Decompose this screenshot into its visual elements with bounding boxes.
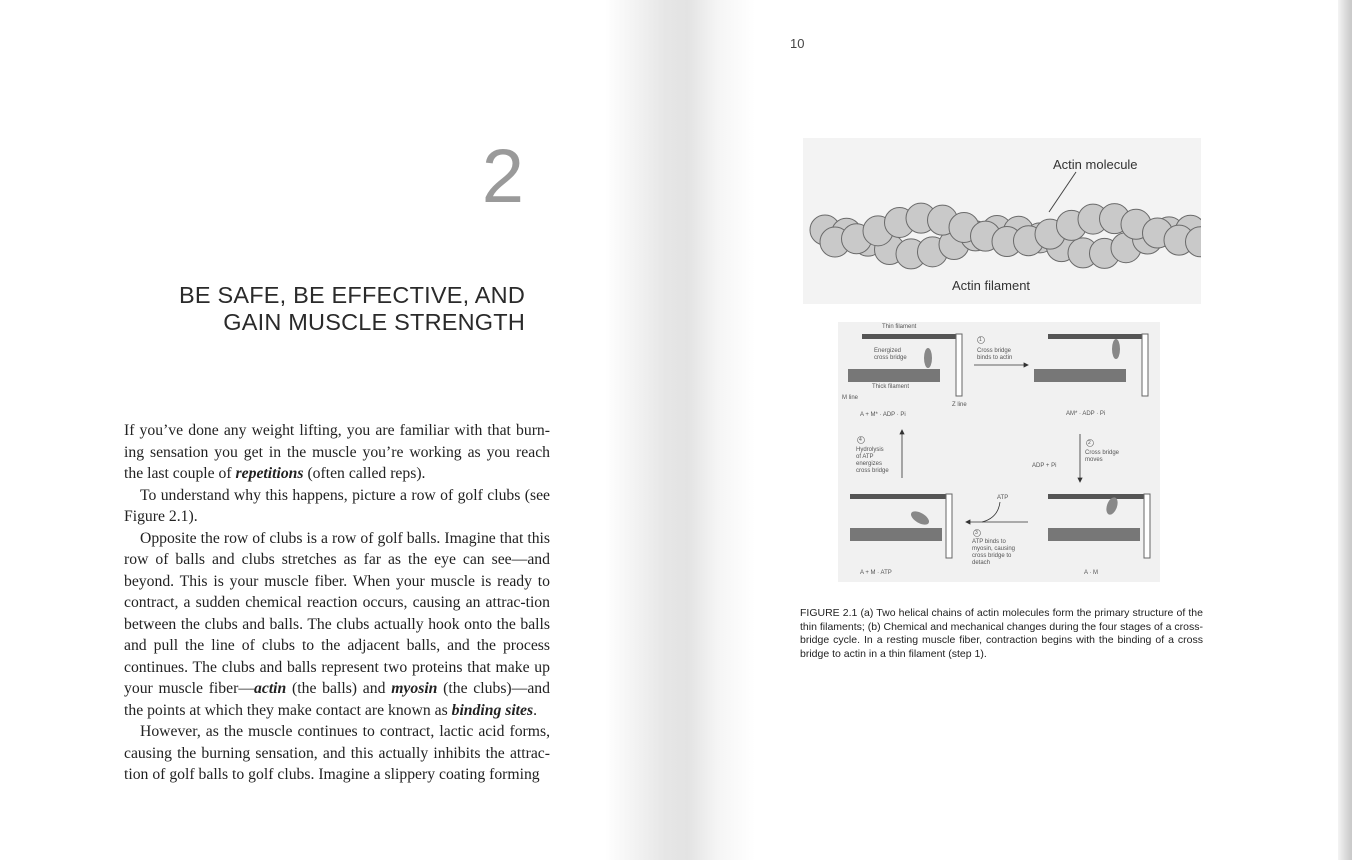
- paragraph-3-text-a: Opposite the row of clubs is a row of golf balls. Imagine that this row of balls and clubs stretches as far as the eye can see—and beyond. This is your muscle fiber. When your muscle is ready to contract, a sudden chemical reaction occurs, causing an attrac-tion between the clubs and balls. The clubs actually hook onto the balls and pull the line of clubs to the adjacent balls, and the process continues. The clubs and balls represent two proteins that make up your muscle fiber—: [124, 529, 550, 697]
- term-binding-sites: binding sites: [451, 701, 534, 719]
- formula-top-left: A + M* · ADP · Pi: [860, 412, 906, 418]
- actin-filament-label: Actin filament: [952, 278, 1031, 293]
- formula-bottom-left: A + M · ATP: [860, 570, 892, 576]
- step-3-text-b: myosin, causing: [972, 546, 1016, 552]
- adp-pi-label: ADP + Pi: [1032, 463, 1057, 469]
- step-4-number: 4: [859, 437, 862, 443]
- step-2-text-b: moves: [1085, 457, 1103, 463]
- z-line-label: Z line: [952, 402, 967, 408]
- page-number: 10: [790, 36, 805, 51]
- paragraph-3-text-b: (the balls) and: [286, 680, 392, 697]
- step-3-text-c: cross bridge to: [972, 553, 1012, 559]
- chapter-number: 2: [481, 134, 524, 219]
- energized-label-1: Energized: [874, 348, 902, 354]
- body-text: [124, 420, 550, 786]
- figure-cross-bridge-cycle: [838, 322, 1160, 582]
- paragraph-1-text-a: If you’ve done any weight lifting, you are familiar with that burn-ing sensation you get in the muscle you’re working as you reach the last couple of: [124, 422, 550, 482]
- energized-label-2: cross bridge: [874, 355, 907, 361]
- cycle-arrows: [900, 363, 1082, 524]
- figure-actin-filament: [803, 138, 1201, 304]
- term-repetitions: repetitions: [235, 465, 304, 482]
- step-2-text-a: Cross bridge: [1085, 450, 1120, 456]
- atp-arrow: [982, 502, 1000, 522]
- step-4-text-c: energizes: [856, 461, 883, 467]
- thick-filament-label: Thick filament: [872, 384, 910, 390]
- page-edge: [1338, 0, 1352, 860]
- step-3-number: 3: [975, 530, 978, 536]
- step-2-number: 2: [1088, 440, 1091, 446]
- step-3-text-a: ATP binds to: [972, 539, 1006, 545]
- panel-detach-right: [1048, 494, 1150, 558]
- step-4-text-a: Hydrolysis: [856, 447, 884, 453]
- paragraph-3: [124, 528, 550, 722]
- chapter-title-line-1: BE SAFE, BE EFFECTIVE, AND: [178, 282, 525, 308]
- term-actin: actin: [254, 680, 287, 697]
- step-1-number: 1: [979, 337, 982, 343]
- panel-binding: [1034, 334, 1148, 396]
- m-line-label: M line: [842, 395, 859, 401]
- chapter-title: [140, 282, 525, 336]
- step-4-text-d: cross bridge: [856, 468, 889, 474]
- step-1-text-a: Cross bridge: [977, 348, 1012, 354]
- paragraph-1: [124, 420, 550, 485]
- formula-top-right: AM* · ADP · Pi: [1066, 411, 1106, 417]
- step-4-text-b: of ATP: [856, 454, 874, 460]
- term-myosin: myosin: [391, 680, 438, 697]
- book-gutter-shadow: [605, 0, 755, 860]
- figure-caption: FIGURE 2.1 (a) Two helical chains of actin molecules form the primary structure of the thin filaments; (b) Chemical and mechanical changes during the four stages of a cross-bridge cycle. In a resting muscle fiber, contraction begins with the binding of a cross bridge to actin in a thin filament (step 1).: [800, 607, 1203, 661]
- paragraph-3-text-c: (the clubs)—and the points at which they make contact are known as: [124, 680, 550, 719]
- actin-molecule-label: Actin molecule: [1053, 157, 1138, 172]
- chapter-title-line-2: GAIN MUSCLE STRENGTH: [223, 309, 525, 335]
- step-1-text-b: binds to actin: [977, 355, 1013, 361]
- actin-beads: [810, 203, 1201, 269]
- actin-molecule-pointer: [1049, 172, 1076, 212]
- paragraph-4: However, as the muscle continues to contract, lactic acid forms, causing the burning sensation, and this actually inhibits the attrac-tion of golf balls to golf clubs. Imagine a slippery coating forming: [124, 723, 550, 783]
- formula-bottom-right: A · M: [1084, 570, 1099, 576]
- panel-detach-left: [850, 494, 952, 558]
- paragraph-2: To understand why this happens, picture a row of golf clubs (see Figure 2.1).: [124, 486, 550, 525]
- thin-filament-label: Thin filament: [882, 324, 917, 330]
- step-3-text-d: detach: [972, 560, 991, 566]
- paragraph-3-text-d: .: [533, 701, 538, 719]
- paragraph-1-text-b: (often called reps).: [303, 465, 426, 482]
- atp-label: ATP: [997, 495, 1009, 501]
